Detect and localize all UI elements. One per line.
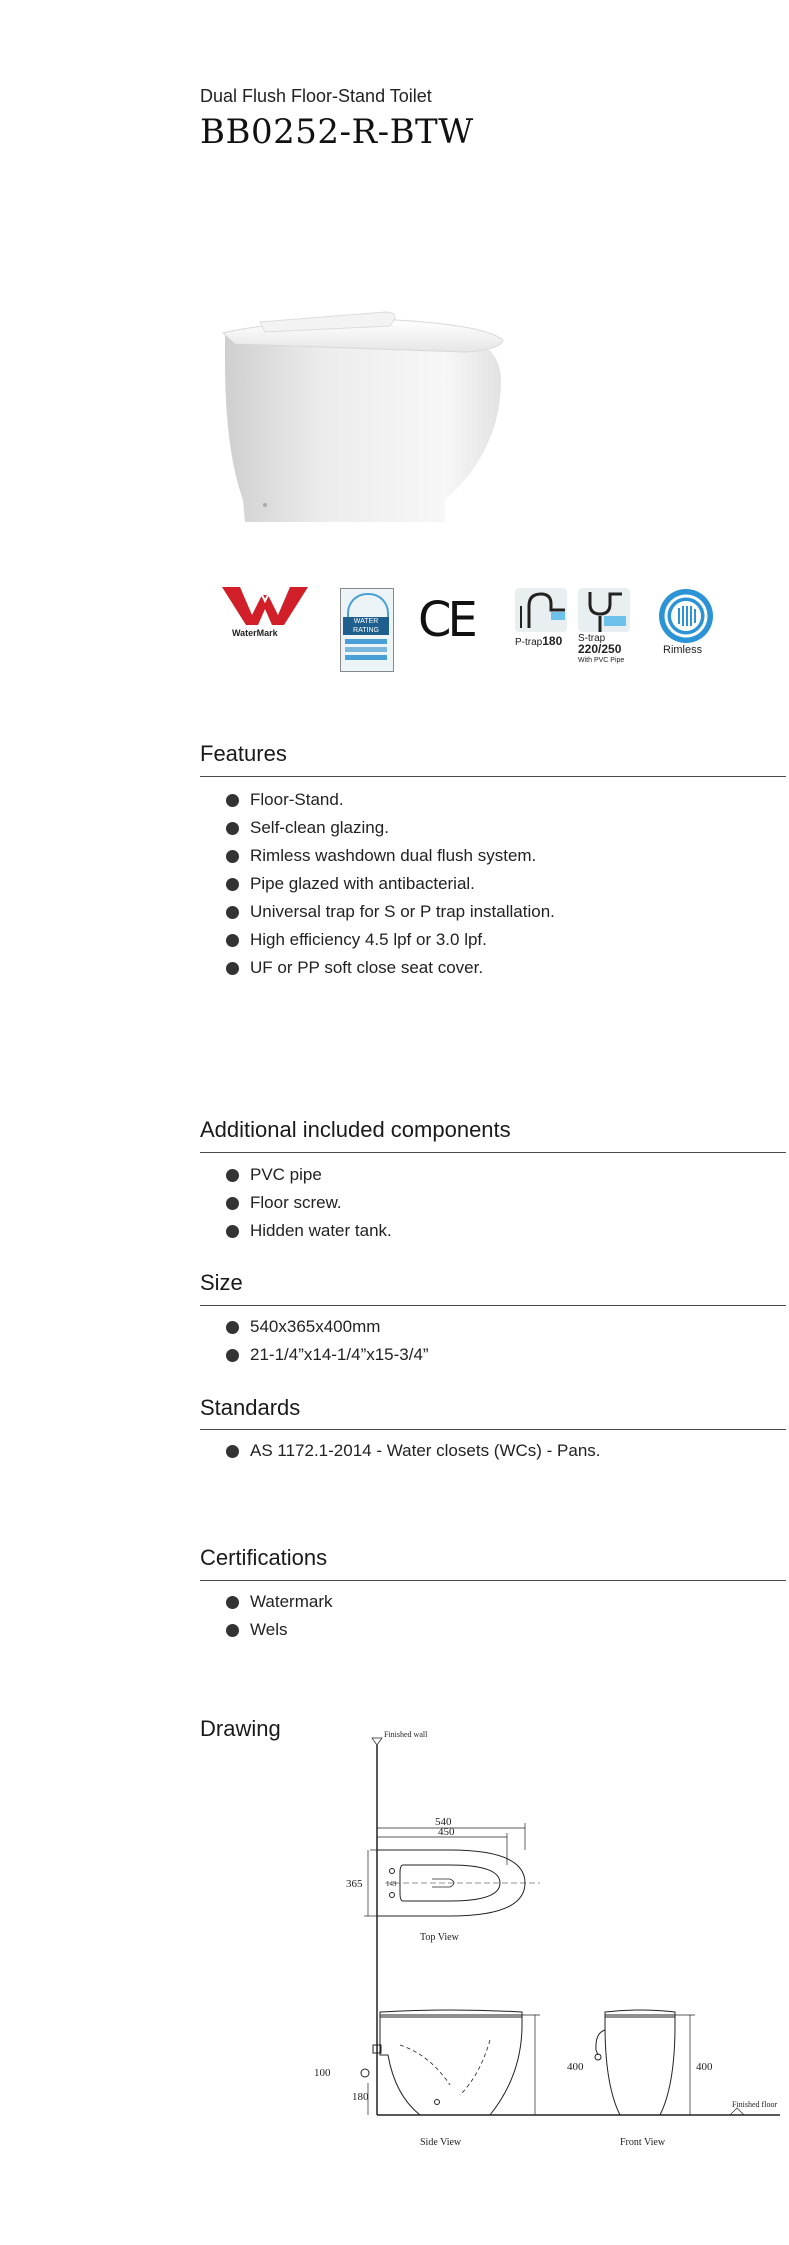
list-item: AS 1172.1-2014 - Water closets (WCs) - Pans.	[226, 1437, 601, 1465]
standards-divider	[200, 1429, 786, 1430]
technical-drawing	[300, 1725, 789, 2165]
top-view-label: Top View	[420, 1932, 459, 1943]
dim-100: 100	[314, 2067, 331, 2079]
bullet-icon	[226, 1349, 239, 1362]
dim-450: 450	[438, 1826, 455, 1838]
ptrap-badge	[515, 588, 569, 648]
toilet-product-image	[215, 300, 515, 530]
watermark-label: WaterMark	[232, 628, 278, 638]
wels-rating-badge	[340, 588, 394, 672]
ptrap-value: 180	[542, 634, 563, 648]
bullet-icon	[226, 878, 239, 891]
list-item: Hidden water tank.	[226, 1217, 392, 1245]
wels-line1: WATER	[353, 618, 379, 625]
bullet-icon	[226, 1624, 239, 1637]
components-heading: Additional included components	[200, 1117, 511, 1142]
list-item: Floor-Stand.	[226, 786, 555, 814]
bullet-icon	[226, 1197, 239, 1210]
bullet-icon	[226, 1321, 239, 1334]
list-item: Pipe glazed with antibacterial.	[226, 870, 555, 898]
list-item: Watermark	[226, 1588, 333, 1616]
list-item: 540x365x400mm	[226, 1313, 429, 1341]
list-item: Universal trap for S or P trap installation.	[226, 898, 555, 926]
bullet-icon	[226, 906, 239, 919]
rimless-icon	[658, 588, 714, 644]
certifications-heading: Certifications	[200, 1545, 328, 1570]
dim-149: 149	[386, 1880, 397, 1888]
dim-540: 540	[435, 1816, 452, 1828]
product-model: BB0252-R-BTW	[200, 112, 474, 152]
rimless-label: Rimless	[663, 644, 703, 656]
dim-180: 180	[352, 2091, 369, 2103]
list-item: Floor screw.	[226, 1189, 392, 1217]
strap-label: S-trap	[578, 633, 606, 644]
dim-365: 365	[346, 1878, 363, 1890]
dim-400-front: 400	[696, 2061, 713, 2073]
strap-value: 220/250	[578, 642, 622, 656]
dim-400-side: 400	[567, 2061, 584, 2073]
list-item: High efficiency 4.5 lpf or 3.0 lpf.	[226, 926, 555, 954]
bullet-icon	[226, 1445, 239, 1458]
certifications-list	[226, 1588, 333, 1644]
strap-badge	[578, 588, 638, 670]
wels-line2: RATING	[353, 627, 379, 634]
bullet-icon	[226, 794, 239, 807]
bullet-icon	[226, 1169, 239, 1182]
list-item: UF or PP soft close seat cover.	[226, 954, 555, 982]
certifications-divider	[200, 1580, 786, 1581]
list-item: Rimless washdown dual flush system.	[226, 842, 555, 870]
ce-mark: CE	[418, 592, 474, 648]
standards-list	[226, 1437, 601, 1465]
ptrap-icon	[515, 588, 567, 632]
drawing-heading: Drawing	[200, 1716, 281, 1741]
bullet-icon	[226, 1596, 239, 1609]
rimless-badge	[658, 588, 718, 660]
side-view-label: Side View	[420, 2137, 462, 2148]
components-divider	[200, 1152, 786, 1153]
bullet-icon	[226, 1225, 239, 1238]
wels-gauge-icon	[347, 593, 389, 617]
finished-wall-label: Finished wall	[384, 1730, 428, 1739]
size-heading: Size	[200, 1270, 243, 1295]
front-view-label: Front View	[620, 2137, 666, 2148]
strap-note: With PVC Pipe	[578, 657, 625, 664]
bullet-icon	[226, 934, 239, 947]
features-list	[226, 786, 555, 982]
bullet-icon	[226, 822, 239, 835]
list-item: 21-1/4”x14-1/4”x15-3/4”	[226, 1341, 429, 1369]
components-list	[226, 1161, 392, 1245]
product-subtitle: Dual Flush Floor-Stand Toilet	[200, 86, 432, 106]
list-item: Wels	[226, 1616, 333, 1644]
strap-icon	[578, 588, 630, 632]
list-item: PVC pipe	[226, 1161, 392, 1189]
finished-floor-label: Finished floor	[732, 2100, 778, 2109]
features-heading: Features	[200, 741, 287, 766]
standards-heading: Standards	[200, 1395, 301, 1420]
watermark-badge	[220, 585, 310, 645]
list-item: Self-clean glazing.	[226, 814, 555, 842]
size-list	[226, 1313, 429, 1369]
size-divider	[200, 1305, 786, 1306]
bullet-icon	[226, 962, 239, 975]
ptrap-label: P-trap	[515, 637, 543, 648]
watermark-logo-icon	[220, 585, 310, 627]
bullet-icon	[226, 850, 239, 863]
features-divider	[200, 776, 786, 777]
